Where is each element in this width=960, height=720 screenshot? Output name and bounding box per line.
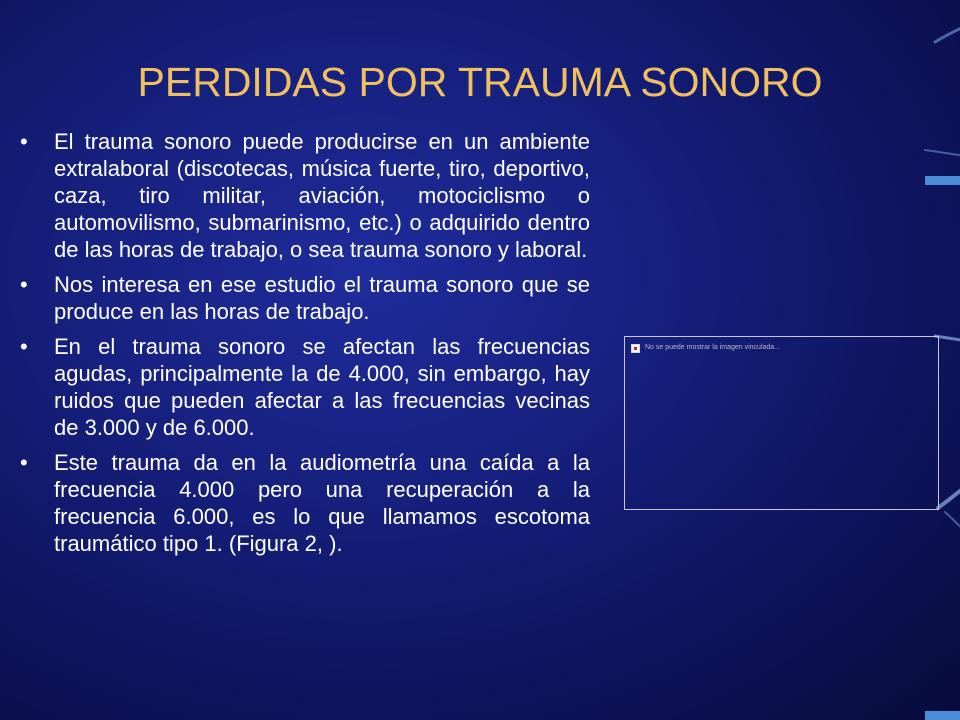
bullet-item <box>20 271 590 325</box>
bullet-text: Nos interesa en ese estudio el trauma sonoro que se produce en las horas de trabajo. <box>54 272 590 324</box>
bullet-item <box>20 449 590 557</box>
bullet-text: El trauma sonoro puede producirse en un ambiente extralaboral (discotecas, música fuerte, tiro, deportivo, caza, tiro militar, aviación, motociclismo o automovilismo, submarinismo, etc.) o adquirido dentro de las horas de trabajo, o sea trauma sonoro y laboral. <box>54 129 590 262</box>
bullet-text: En el trauma sonoro se afectan las frecuencias agudas, principalmente la de 4.000, sin embargo, hay ruidos que pueden afectar a las frecuencias vecinas de 3.000 y de 6.000. <box>54 334 590 440</box>
bullet-dot: • <box>20 272 28 297</box>
wave-line-5 <box>945 512 960 560</box>
accent-bar-2 <box>925 711 960 720</box>
bullet-dot: • <box>20 450 28 475</box>
bullet-item <box>20 333 590 441</box>
bullet-text: Este trauma da en la audiometría una caída a la frecuencia 4.000 pero una recuperación a la frecuencia 6.000, es lo que llamamos escotoma traumático tipo 1. (Figura 2, ). <box>54 450 590 556</box>
bullet-item <box>20 128 590 263</box>
bullet-dot: • <box>20 129 28 154</box>
accent-bar-1 <box>925 176 960 185</box>
image-placeholder-text: No se puede mostrar la imagen vinculada... <box>645 344 781 351</box>
wave-line-2 <box>925 150 960 160</box>
wave-line-4 <box>938 470 960 508</box>
bullet-list <box>20 128 590 565</box>
slide-title: PERDIDAS POR TRAUMA SONORO <box>137 59 823 105</box>
bullet-dot: • <box>20 334 28 359</box>
image-placeholder <box>624 336 939 510</box>
wave-line-1 <box>935 15 960 42</box>
broken-image-icon <box>631 344 640 353</box>
